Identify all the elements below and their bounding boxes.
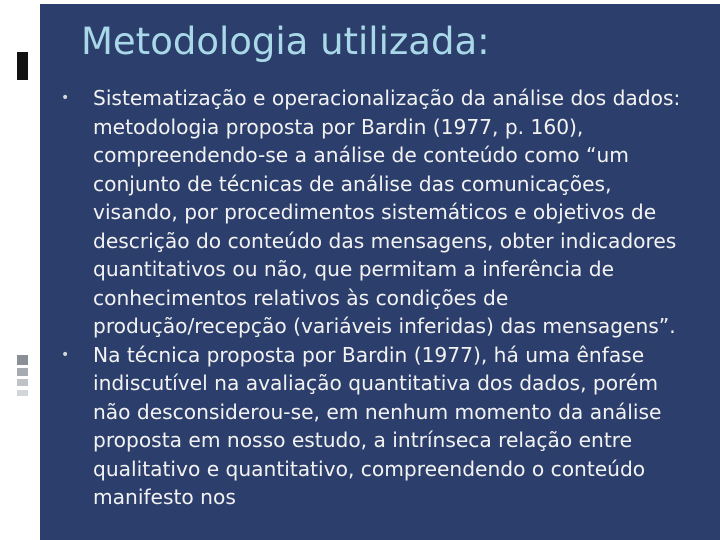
bullet-icon: • bbox=[61, 346, 70, 363]
decor-gray-bar-3 bbox=[17, 379, 28, 386]
decor-gray-bar-1 bbox=[17, 355, 28, 365]
slide-left-border bbox=[0, 0, 40, 540]
slide-title: Metodologia utilizada: bbox=[81, 20, 490, 63]
bullet-list bbox=[61, 84, 701, 512]
bullet-text: Sistematização e operacionalização da análise dos dados: metodologia proposta por Bardin (1977, p. 160), compreendendo-se a análise de conteúdo como “um conjunto de técnicas de análise das comunicações, visando, por procedimentos sistemáticos e objetivos de descrição do conteúdo das mensagens, obter indicadores quantitativos ou não, que permitam a inferência de conhecimentos relativos às condições de produção/recepção (variáveis inferidas) das mensagens”. bbox=[93, 86, 681, 338]
bullet-item bbox=[61, 341, 701, 512]
slide-top-border bbox=[0, 0, 720, 4]
decor-gray-bar-4 bbox=[17, 390, 28, 396]
bullet-icon: • bbox=[61, 90, 70, 106]
decor-dark-block bbox=[17, 52, 28, 80]
bullet-item bbox=[61, 84, 701, 341]
decor-gray-bar-2 bbox=[17, 368, 28, 376]
bullet-text: Na técnica proposta por Bardin (1977), há uma ênfase indiscutível na avaliação quantitativa dos dados, porém não desconsiderou-se, em nenhum momento da análise proposta em nosso estudo, a intrínseca relação entre qualitativo e quantitativo, compreendendo o conteúdo manifesto nos bbox=[93, 342, 662, 509]
